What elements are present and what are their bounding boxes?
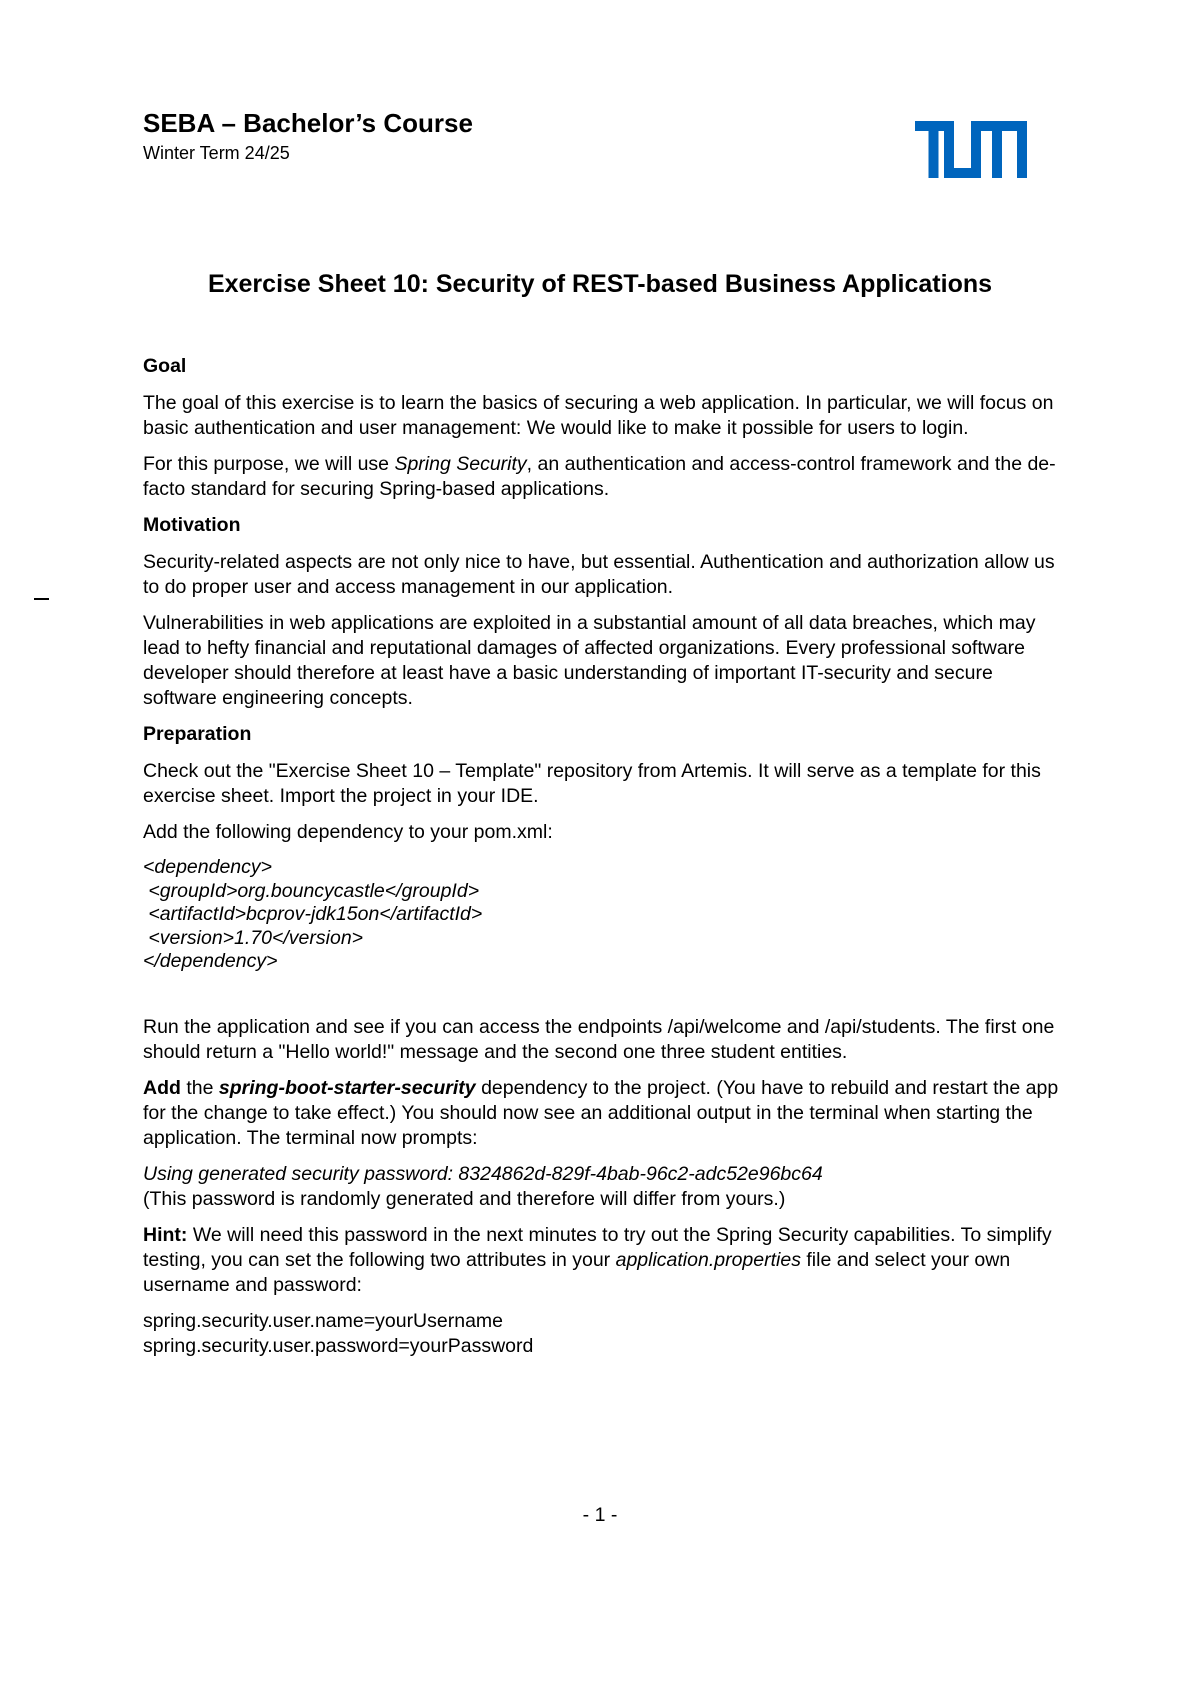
hint-label: Hint: [143,1223,188,1246]
code-line: </dependency> [143,950,278,972]
code-line: <dependency> [143,856,273,878]
starter-security-term: spring-boot-starter-security [218,1076,476,1099]
tum-logo [915,121,1027,178]
motivation-paragraph-1: Security-related aspects are not only nice to have, but essential. Authentication and authorization allow us to do proper user and access management in our application. [143,551,1055,598]
spring-security-term: Spring Security [394,453,527,475]
document-body [143,354,1065,1370]
hint-paragraph: Hint: We will need this password in the next minutes to try out the Spring Security capabilities. To simplify testing, you can set the following two attributes in your application.properties file and select your own username and password: [143,1223,1052,1296]
code-line: <groupId>org.bouncycastle</groupId> [143,879,480,902]
code-line: <version>1.70</version> [143,926,364,949]
dependency-snippet [143,856,1065,974]
password-output: Using generated security password: 8324862d-829f-4bab-96c2-adc52e96bc64 (This password is randomly generated and therefore will differ from yours.) [143,1162,823,1210]
course-title: SEBA – Bachelor’s Course [143,108,473,138]
preparation-paragraph-3: Run the application and see if you can access the endpoints /api/welcome and /api/students. The first one should return a "Hello world!" message and the second one three student entities. [143,1015,1055,1063]
motivation-heading: Motivation [143,514,241,536]
goal-heading: Goal [143,355,187,377]
preparation-paragraph-1: Check out the "Exercise Sheet 10 – Template" repository from Artemis. It will serve as a template for this exercise sheet. Import the project in your IDE. [143,760,1041,807]
sheet-title: Exercise Sheet 10: Security of REST-based Business Applications [207,270,993,298]
code-line: <artifactId>bcprov-jdk15on</artifactId> [143,903,483,925]
page-number: - 1 - [582,1504,618,1526]
preparation-paragraph-4: Add the spring-boot-starter-security dependency to the project. (You have to rebuild and restart the app for the change to take effect.) You should now see an additional output in the terminal when starting the application. The terminal now prompts: [143,1076,1059,1149]
goal-paragraph-2: For this purpose, we will use Spring Security, an authentication and access-control framework and the de-facto standard for securing Spring-based applications. [143,453,1056,500]
goal-paragraph-1: The goal of this exercise is to learn the basics of securing a web application. In particular, we will focus on basic authentication and user management: We would like to make it possible for users to login. [143,392,1054,439]
motivation-paragraph-2: Vulnerabilities in web applications are exploited in a substantial amount of all data breaches, which may lead to hefty financial and reputational damages of affected organizations. Every professional software developer should therefore at least have a basic understanding of important IT-security and secure software engineering concepts. [143,612,1036,709]
preparation-heading: Preparation [143,723,252,745]
margin-dash [34,598,49,600]
term-label: Winter Term 24/25 [143,143,290,163]
preparation-paragraph-2: Add the following dependency to your pom.xml: [143,821,553,843]
properties-snippet: spring.security.user.name=yourUsername spring.security.user.password=yourPassword [143,1309,534,1357]
